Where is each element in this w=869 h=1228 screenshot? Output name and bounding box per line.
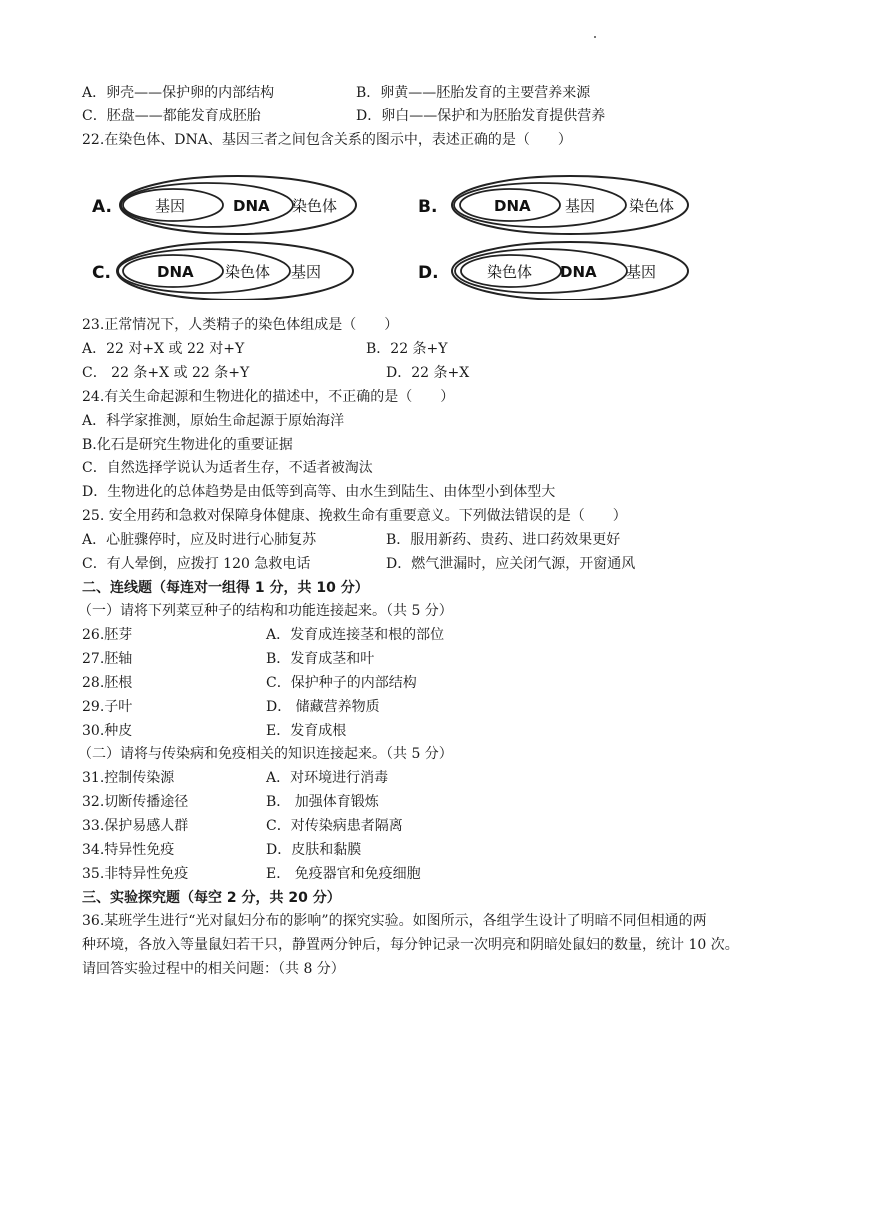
diagram-b-outer: 染色体 (629, 197, 675, 215)
match2-left-31: 31.控制传染源 (82, 770, 175, 786)
q24-stem: 24.有关生命起源和生物进化的描述中，不正确的是（ ） (82, 389, 455, 405)
diagram-b-letter: B. (418, 197, 438, 217)
q21-option-b: B．卵黄——胚胎发育的主要营养来源 (356, 85, 591, 101)
diagram-a-outer: 染色体 (292, 197, 338, 215)
match2-left-33: 33.保护易感人群 (82, 818, 189, 834)
q24-option-b: B.化石是研究生物进化的重要证据 (82, 437, 293, 453)
diagram-c-letter: C. (92, 263, 111, 283)
match1-left-28: 28.胚根 (82, 675, 133, 691)
q24-option-d: D．生物进化的总体趋势是由低等到高等、由水生到陆生、由体型小到体型大 (82, 484, 556, 500)
match1-right-c: C．保护种子的内部结构 (266, 675, 417, 691)
match1-right-e: E．发育成根 (266, 723, 347, 739)
q21-option-a: A．卵壳——保护卵的内部结构 (82, 85, 275, 101)
diagram-a-letter: A. (92, 197, 112, 217)
match1-left-30: 30.种皮 (82, 723, 133, 739)
match1-right-b: B．发育成茎和叶 (266, 651, 375, 667)
q22-diagram-d (418, 242, 688, 300)
q25-option-c: C．有人晕倒，应拨打 120 急救电话 (82, 556, 311, 572)
q22-stem: 22.在染色体、DNA、基因三者之间包含关系的图示中，表述正确的是（ ） (82, 132, 572, 148)
q36-line-1: 36.某班学生进行“光对鼠妇分布的影响”的探究实验。如图所示，各组学生设计了明暗不同但相通的两 (82, 913, 707, 929)
match1-left-26: 26.胚芽 (82, 627, 133, 643)
q23-option-d: D．22 条+X (386, 365, 470, 381)
section2-heading: 二、连线题（每连对一组得 1 分，共 10 分） (82, 580, 369, 596)
q25-option-d: D．燃气泄漏时，应关闭气源，开窗通风 (386, 556, 636, 572)
section3-heading: 三、实验探究题（每空 2 分，共 20 分） (82, 890, 341, 906)
diagram-d-letter: D. (418, 263, 439, 283)
section2-part1-title: （一）请将下列菜豆种子的结构和功能连接起来。（共 5 分） (78, 603, 453, 619)
diagram-a-inner: 基因 (155, 197, 186, 215)
match2-left-35: 35.非特异性免疫 (82, 866, 189, 882)
q24-option-c: C．自然选择学说认为适者生存，不适者被淘汰 (82, 460, 373, 476)
match2-right-c: C．对传染病患者隔离 (266, 818, 403, 834)
diagram-b-middle: 基因 (565, 197, 596, 215)
diagram-d-outer: 基因 (626, 263, 657, 281)
q23-option-a: A．22 对+X 或 22 对+Y (82, 341, 245, 357)
q23-option-c: C． 22 条+X 或 22 条+Y (82, 365, 250, 381)
match2-right-e: E． 免疫器官和免疫细胞 (266, 866, 421, 882)
page-mark-dot (594, 36, 596, 38)
q22-diagram-c (92, 242, 353, 300)
q25-option-a: A．心脏骤停时，应及时进行心肺复苏 (82, 532, 317, 548)
q22-diagram-a (92, 176, 356, 234)
diagram-b-inner: DNA (494, 197, 531, 215)
q22-diagram-b (418, 176, 688, 234)
match2-left-34: 34.特异性免疫 (82, 842, 175, 858)
match1-left-27: 27.胚轴 (82, 651, 133, 667)
q22-diagrams (0, 165, 869, 300)
diagram-c-inner: DNA (157, 263, 194, 281)
match2-left-32: 32.切断传播途径 (82, 794, 189, 810)
q21-option-c: C．胚盘——都能发育成胚胎 (82, 108, 261, 124)
match1-right-a: A．发育成连接茎和根的部位 (266, 627, 445, 643)
diagram-d-middle: DNA (560, 263, 597, 281)
diagram-a-middle: DNA (233, 197, 270, 215)
match1-left-29: 29.子叶 (82, 699, 133, 715)
diagram-d-inner: 染色体 (487, 263, 533, 281)
q23-option-b: B．22 条+Y (366, 341, 448, 357)
match2-right-b: B． 加强体育锻炼 (266, 794, 379, 810)
q25-stem: 25. 安全用药和急救对保障身体健康、挽救生命有重要意义。下列做法错误的是（ ） (82, 508, 627, 524)
diagram-c-middle: 染色体 (225, 263, 271, 281)
q25-option-b: B．服用新药、贵药、进口药效果更好 (386, 532, 621, 548)
q24-option-a: A．科学家推测，原始生命起源于原始海洋 (82, 413, 345, 429)
q36-line-2: 种环境，各放入等量鼠妇若干只，静置两分钟后，每分钟记录一次明亮和阴暗处鼠妇的数量，统计 10 次。 (82, 937, 739, 953)
match1-right-d: D． 储藏营养物质 (266, 699, 380, 715)
section2-part2-title: （二）请将与传染病和免疫相关的知识连接起来。（共 5 分） (78, 746, 453, 762)
q23-stem: 23.正常情况下，人类精子的染色体组成是（ ） (82, 317, 399, 333)
match2-right-d: D．皮肤和黏膜 (266, 842, 362, 858)
q21-option-d: D．卵白——保护和为胚胎发育提供营养 (356, 108, 606, 124)
q36-line-3: 请回答实验过程中的相关问题：（共 8 分） (82, 961, 345, 977)
match2-right-a: A．对环境进行消毒 (266, 770, 389, 786)
diagram-c-outer: 基因 (291, 263, 322, 281)
